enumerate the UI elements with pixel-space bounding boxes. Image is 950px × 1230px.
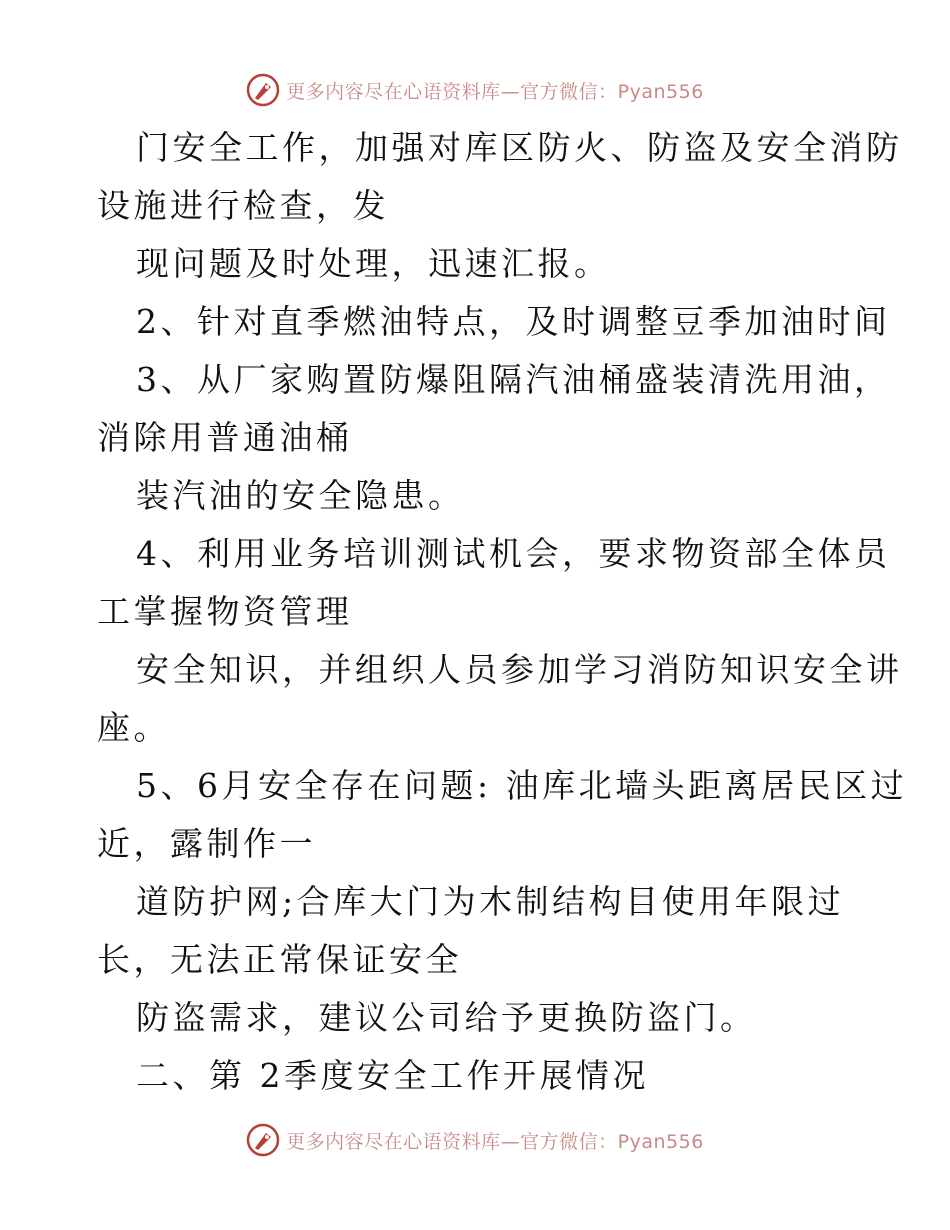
- text-line: 4、利用业务培训测试机会，要求物资部全体员: [136, 534, 891, 573]
- text-line: 工掌握物资管理: [97, 592, 353, 631]
- text-line: 长，无法正常保证安全: [97, 940, 462, 979]
- text-line: 道防护网;合库大门为木制结构目使用年限过: [136, 882, 845, 921]
- section-heading: 二、第 2季度安全工作开展情况: [136, 1056, 649, 1095]
- text-line: 安全知识，并组织人员参加学习消防知识安全讲: [136, 650, 903, 689]
- watermark-text: 更多内容尽在心语资料库—官方微信：Pyan556: [286, 1130, 704, 1153]
- watermark-text: 更多内容尽在心语资料库—官方微信：Pyan556: [286, 80, 704, 103]
- text-line: 门安全工作，加强对库区防火、防盗及安全消防: [136, 128, 903, 167]
- text-line: 近，露制作一: [97, 824, 316, 863]
- text-line: 装汽油的安全隐患。: [136, 476, 465, 515]
- text-line: 消除用普通油桶: [97, 418, 353, 457]
- text-line: 座。: [97, 708, 170, 747]
- text-line: 设施进行检查，发: [97, 186, 389, 225]
- footer-watermark: [0, 1120, 950, 1160]
- text-line: 5、6月安全存在问题: 油库北墙头距离居民区过: [136, 766, 908, 805]
- text-line: 现问题及时处理，迅速汇报。: [136, 244, 611, 283]
- text-line: 防盗需求，建议公司给予更换防盗门。: [136, 998, 757, 1037]
- text-line: 2、针对直季燃油特点，及时调整豆季加油时间: [136, 302, 891, 341]
- pen-nib-logo-icon: [246, 1123, 280, 1157]
- text-line: 3、从厂家购置防爆阻隔汽油桶盛装清洗用油，: [136, 360, 891, 399]
